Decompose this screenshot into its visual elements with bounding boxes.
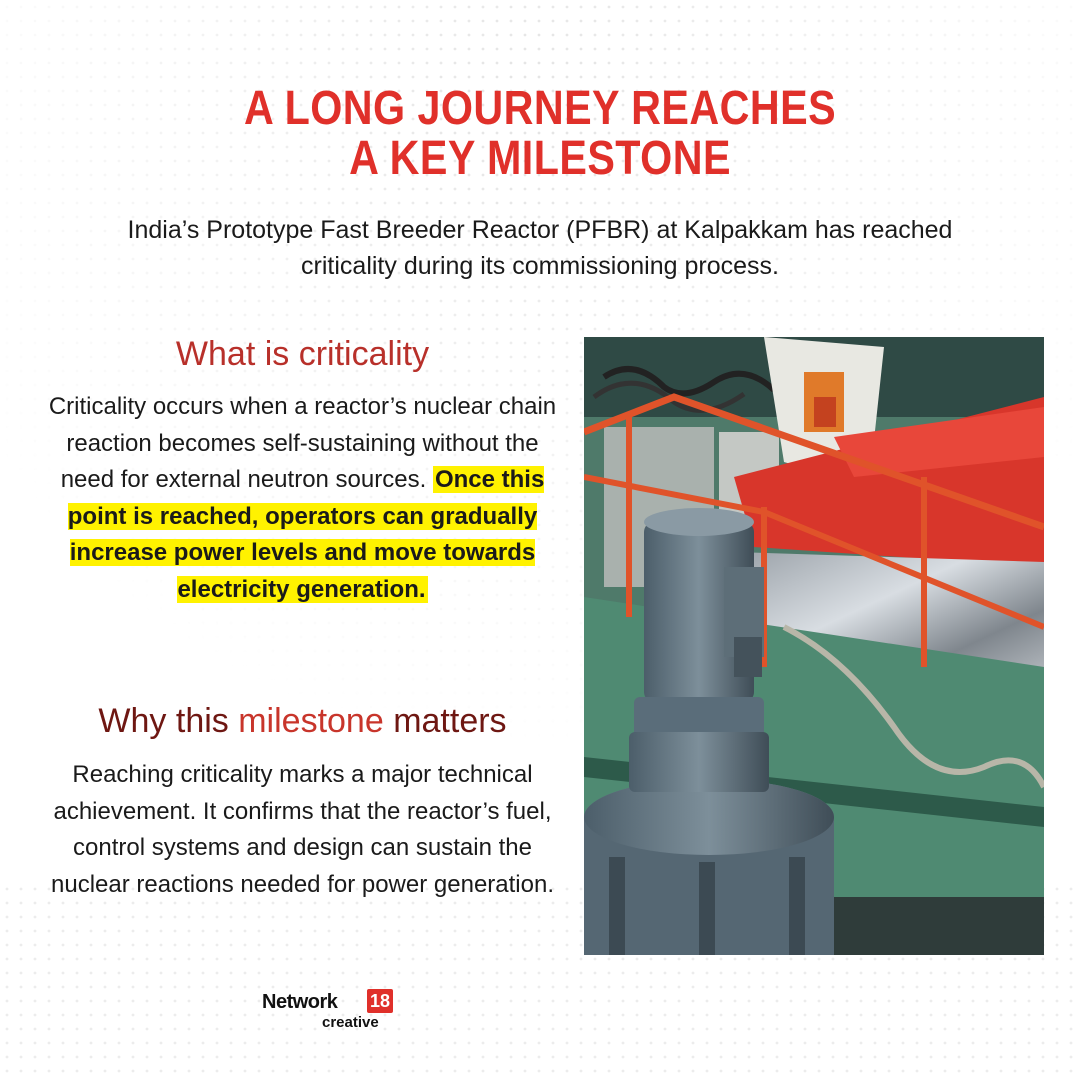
paragraph-what-is-criticality bbox=[40, 389, 565, 608]
why-heading-accent: milestone bbox=[238, 702, 384, 740]
heading-what-is-criticality: What is criticality bbox=[175, 335, 430, 373]
paragraph-why-milestone-matters: Reaching criticality marks a major technical achievement. It confirms that the reactor’s fuel, control systems and design can sustain the nuclear reactions needed for power generation. bbox=[51, 761, 554, 898]
title-line-1: A LONG JOURNEY REACHES bbox=[243, 82, 837, 135]
heading-why-milestone-matters bbox=[30, 700, 575, 742]
why-heading-part-1: Why this bbox=[98, 702, 239, 740]
what-body-plain: Criticality occurs when a reactor’s nuclear chain reaction becomes self-sustaining without the need for external neutron sources. bbox=[48, 393, 557, 493]
logo-number: 18 bbox=[367, 989, 393, 1013]
subtitle: India’s Prototype Fast Breeder Reactor (PFBR) at Kalpakkam has reached criticality during its commissioning process. bbox=[127, 216, 953, 280]
reactor-photo bbox=[584, 337, 1044, 955]
logo-tagline: creative bbox=[322, 1014, 379, 1031]
title-line-2: A KEY MILESTONE bbox=[349, 132, 731, 185]
page-title bbox=[76, 84, 1005, 184]
what-body-highlight: Once this point is reached, operators can gradually increase power levels and move towards electricity generation. bbox=[67, 466, 545, 603]
logo-brand: Network bbox=[262, 991, 338, 1013]
why-heading-part-3: matters bbox=[383, 702, 507, 740]
network18-creative-logo bbox=[262, 985, 412, 1035]
